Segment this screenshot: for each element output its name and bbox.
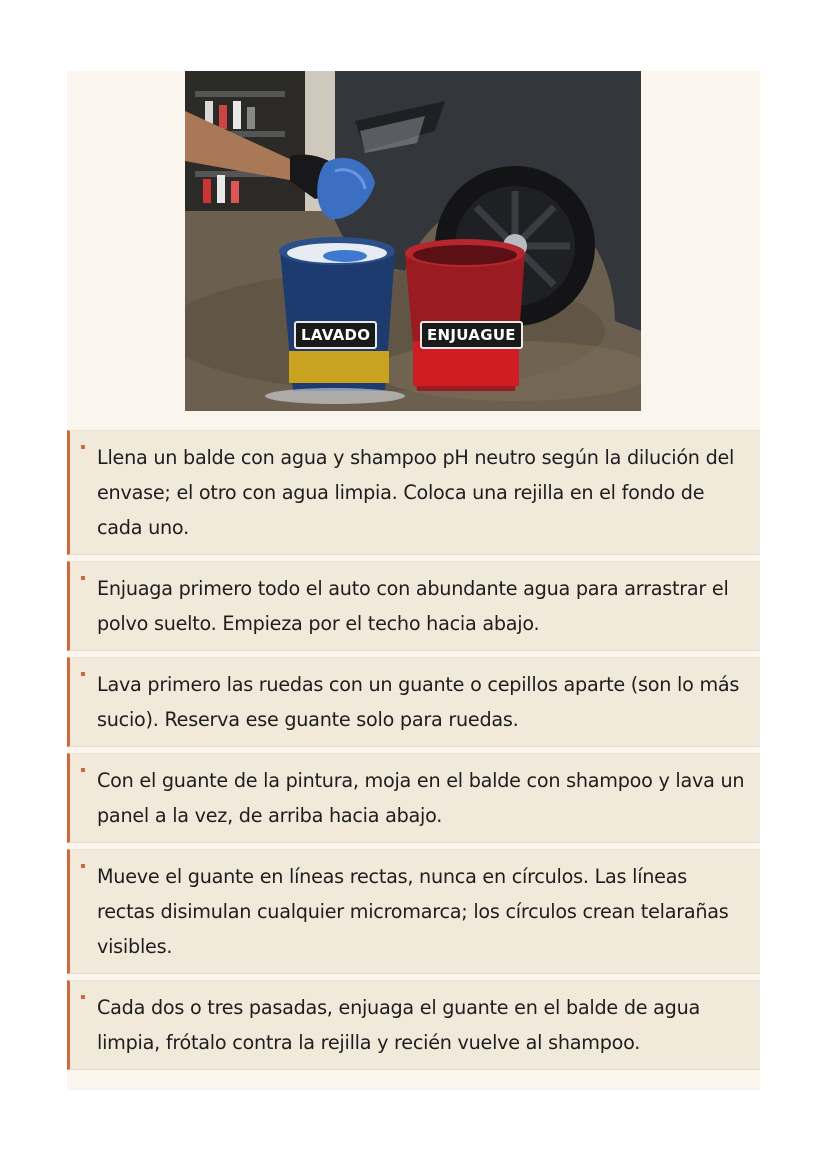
bullet-marker-icon (81, 445, 85, 449)
step-text: Mueve el guante en líneas rectas, nunca en círculos. Las líneas rectas disimulan cualquier micromarca; los círculos crean telarañas visibles. (97, 865, 729, 958)
step-item-5 (67, 849, 760, 974)
wash-bucket-label: LAVADO (294, 321, 377, 349)
rinse-bucket-label: ENJUAGUE (420, 321, 523, 349)
step-text: Con el guante de la pintura, moja en el balde con shampoo y lava un panel a la vez, de arriba hacia abajo. (97, 769, 745, 827)
car-wash-illustration (185, 71, 641, 411)
step-text: Lava primero las ruedas con un guante o cepillos aparte (son lo más sucio). Reserva ese guante solo para ruedas. (97, 673, 740, 731)
steps-list (67, 430, 760, 1076)
bullet-marker-icon (81, 672, 85, 676)
content-card (67, 71, 760, 1090)
step-text: Cada dos o tres pasadas, enjuaga el guante en el balde de agua limpia, frótalo contra la rejilla y recién vuelve al shampoo. (97, 996, 701, 1054)
step-text: Enjuaga primero todo el auto con abundante agua para arrastrar el polvo suelto. Empieza por el techo hacia abajo. (97, 577, 729, 635)
bullet-marker-icon (81, 864, 85, 868)
step-item-6 (67, 980, 760, 1070)
bullet-marker-icon (81, 576, 85, 580)
bullet-marker-icon (81, 768, 85, 772)
car-wash-photo (185, 71, 641, 411)
step-item-2 (67, 561, 760, 651)
step-item-4 (67, 753, 760, 843)
step-item-1 (67, 430, 760, 555)
step-text: Llena un balde con agua y shampoo pH neutro según la dilución del envase; el otro con agua limpia. Coloca una rejilla en el fondo de cada uno. (97, 446, 735, 539)
step-item-3 (67, 657, 760, 747)
bullet-marker-icon (81, 995, 85, 999)
